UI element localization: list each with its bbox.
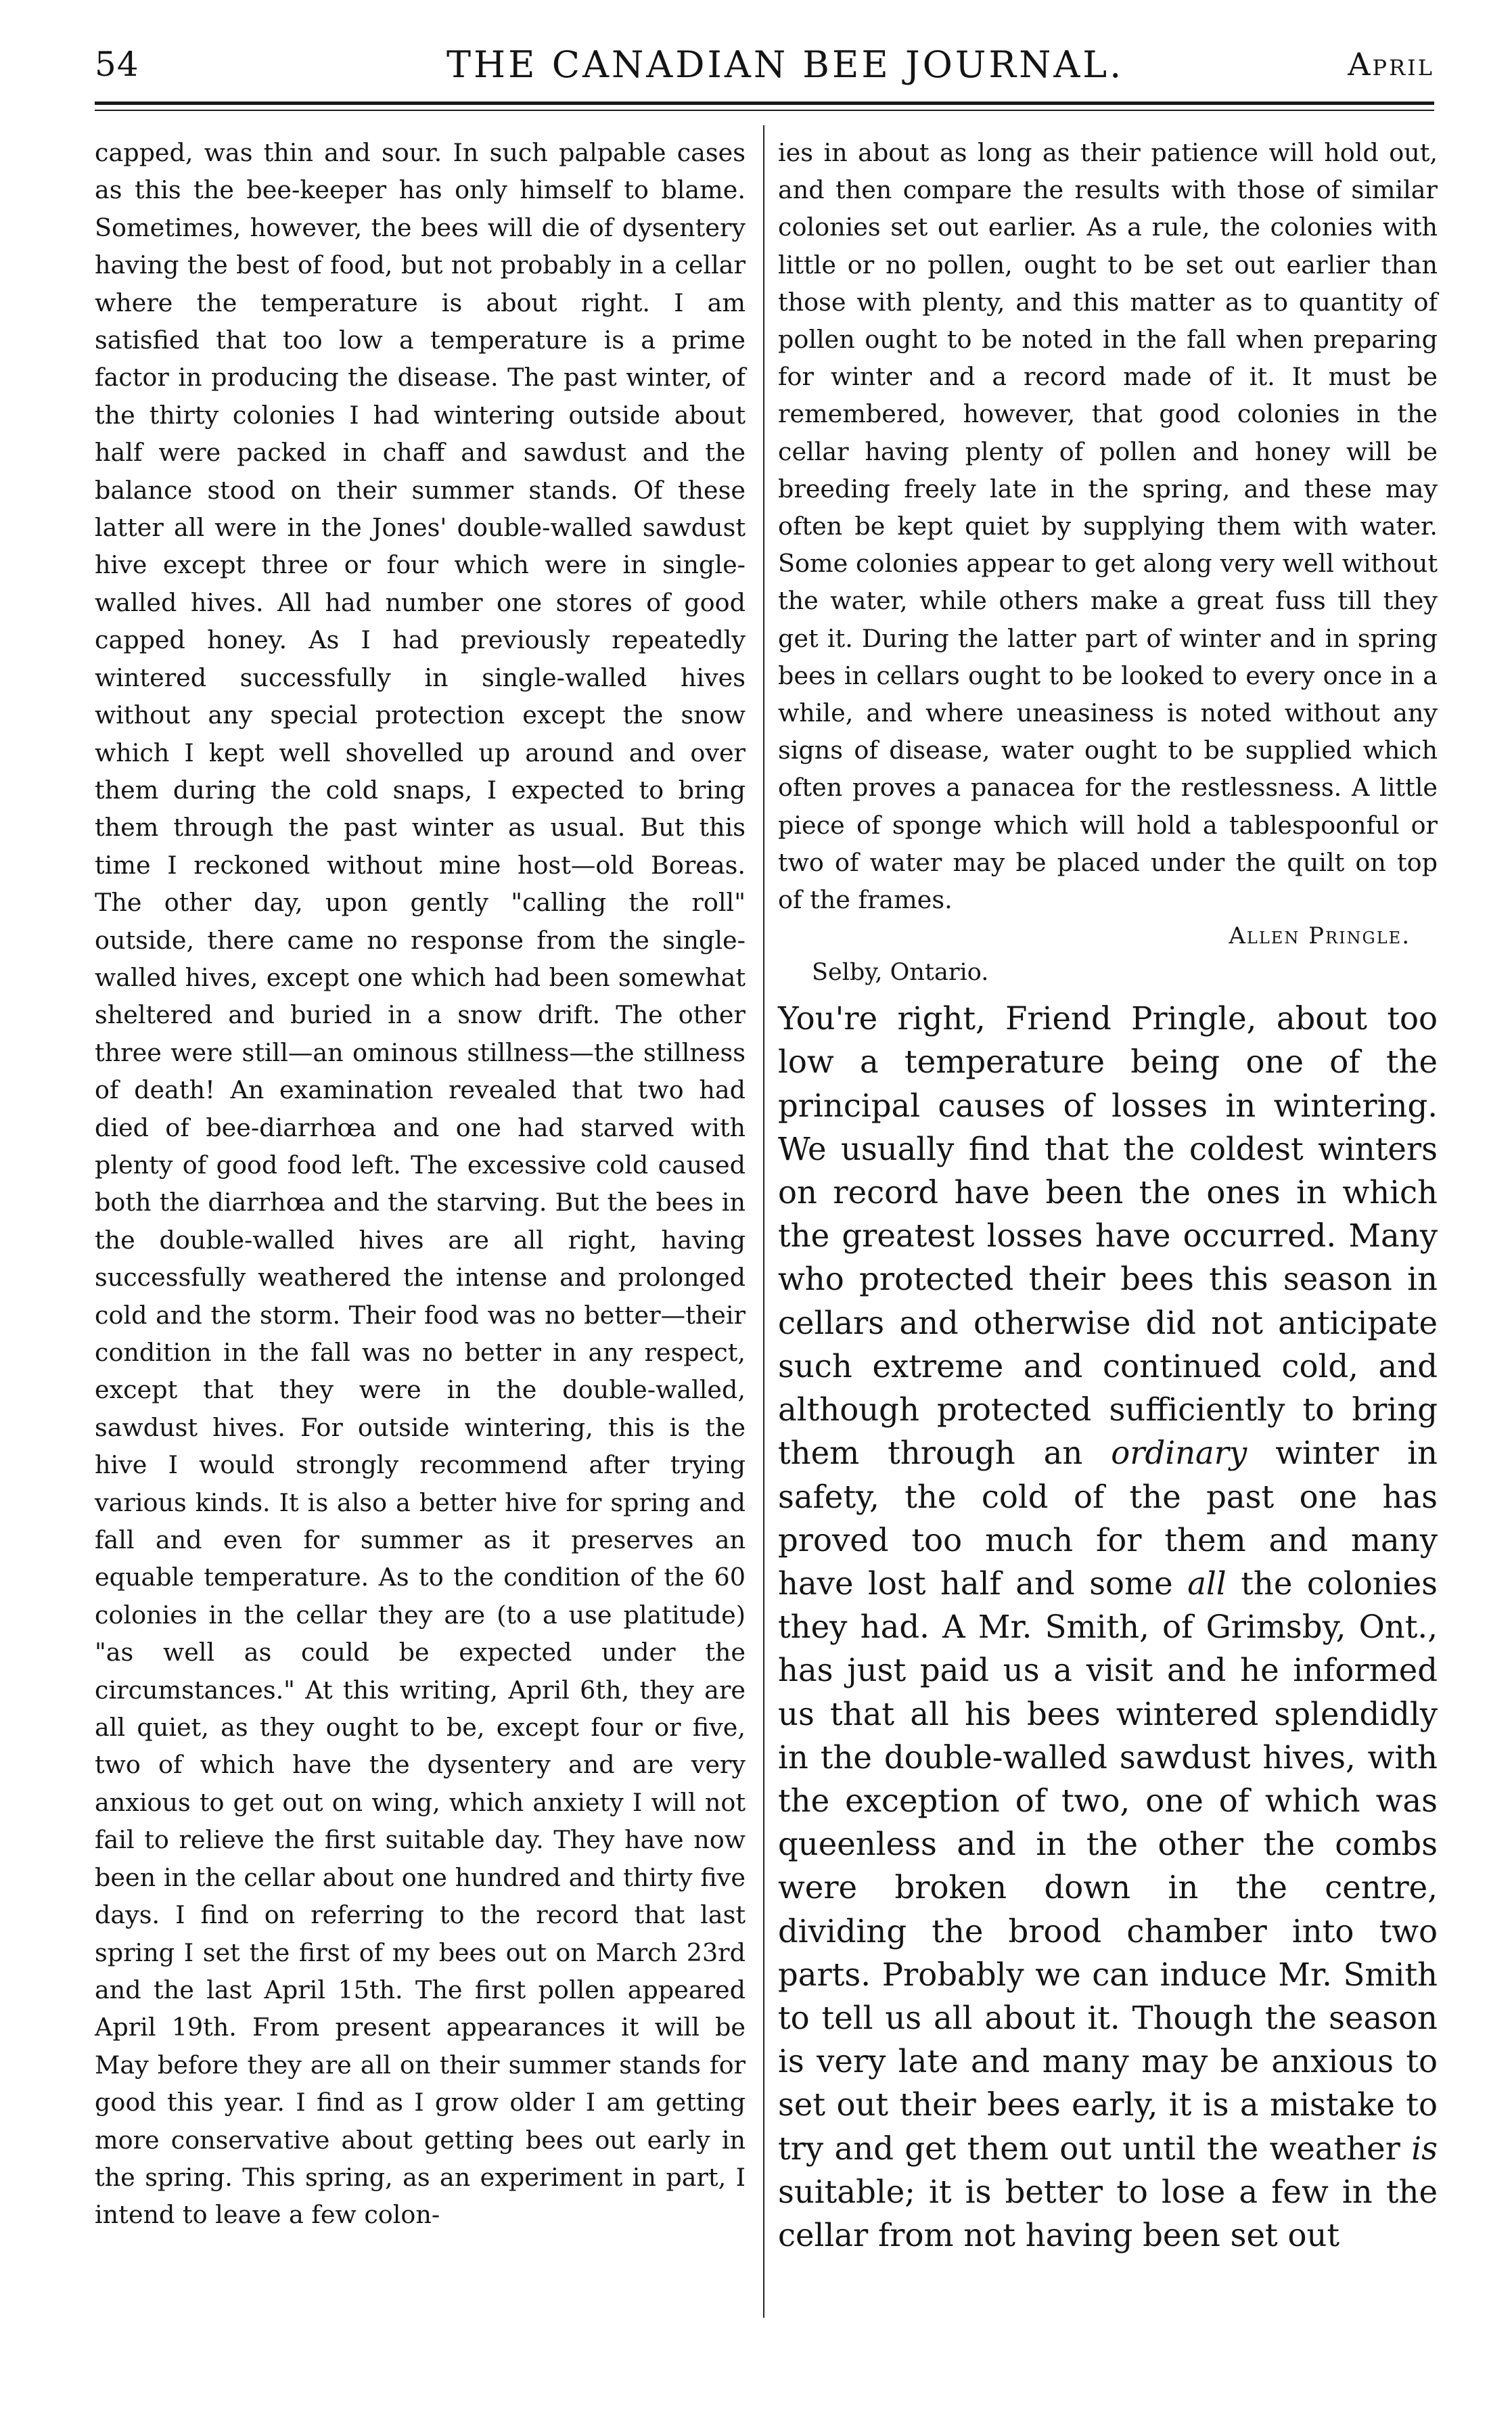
journal-title: THE CANADIAN BEE JOURNAL. xyxy=(446,43,1124,86)
editorial-text-4: suitable; it is better to lose a few in the cellar from not having been set out xyxy=(778,2173,1438,2253)
right-column xyxy=(778,134,1438,2257)
editorial-emphasis-all: all xyxy=(1187,1565,1227,1602)
editorial-text-3: the colonies they had. A Mr. Smith, of Grimsby, Ont., has just paid us a visit and he informed us that all his bees wintered splendidly in the double-walled sawdust hives, with the exception of two, one of which was queenless and in the other the combs were broken down in the centre, dividing the brood chamber into two parts. Probably we can induce Mr. Smith to tell us all about it. Though the season is very late and many may be anxious to set out their bees early, it is a mistake to try and get them out until the weather xyxy=(778,1565,1438,2167)
header-rule-thick xyxy=(95,102,1434,105)
author-signature: Allen Pringle. xyxy=(1229,922,1411,950)
page-header xyxy=(95,39,1434,93)
left-column xyxy=(95,134,746,2234)
letter-continuation-text: ies in about as long as their patience will hold out, and then compare the results with those of similar colonies set out earlier. As a rule, the colonies with little or no pollen, ought to be set out earlier than those with plenty, and this matter as to quantity of pollen ought to be noted in the fall when preparing for winter and a record made of it. It must be remembered, however, that good colonies in the cellar having plenty of pollen and honey will be breeding freely late in the spring, and these may often be kept quiet by supplying them with water. Some colonies appear to get along very well without the water, while others make a great fuss till they get it. During the latter part of winter and in spring bees in cellars ought to be looked to every once in a while, and where uneasiness is noted without any signs of disease, water ought to be supplied which often proves a panacea for the restlessness. A little piece of sponge which will hold a tablespoonful or two of water may be placed under the quilt on top of the frames. xyxy=(778,138,1438,915)
editorial-text-2: winter in safety, the cold of the past one has proved too much for them and many have lost half and some xyxy=(778,1435,1438,1602)
left-column-text: capped, was thin and sour. In such palpable cases as this the bee-keeper has only himself to blame. Sometimes, however, the bees will die of dysentery having the best of food, but not probably in a cellar where the temperature is about right. I am satisfied that too low a temperature is a prime factor in producing the disease. The past winter, of the thirty colonies I had wintering outside about half were packed in chaff and sawdust and the balance stood on their summer stands. Of these latter all were in the Jones' double-walled sawdust hive except three or four which were in single-walled hives. All had number one stores of good capped honey. As I had previously repeatedly wintered successfully in single-walled hives without any special protection except the snow which I kept well shovelled up around and over them during the cold snaps, I expected to bring them through the past winter as usual. But this time I reckoned without mine host—old Boreas. The other day, upon gently "calling the roll" outside, there came no response from the single-walled hives, except one which had been somewhat sheltered and buried in a snow drift. The other three were still—an ominous stillness—the stillness of death! An examination revealed that two had died of bee-diarrhœa and one had starved with plenty of good food left. The excessive cold caused both the diarrhœa and the starving. But the bees in the double-walled hives are all right, having successfully weathered the intense and prolonged cold and the storm. Their food was no better—their condition in the fall was no better in any respect, except that they were in the double-walled, sawdust hives. For outside wintering, this is the hive I would strongly recommend after trying various kinds. It is also a better hive for spring and fall and even for summer as it preserves an equable temperature. As to the condition of the 60 colonies in the cellar they are (to a use platitude) "as well as could be expected under the circumstances." At this writing, April 6th, they are all quiet, as they ought to be, except four or five, two of which have the dysentery and are very anxious to get out on wing, which anxiety I will not fail to relieve the first suitable day. They have now been in the cellar about one hundred and thirty five days. I find on referring to the record that last spring I set the first of my bees out on March 23rd and the last April 15th. The first pollen appeared April 19th. From present appearances it will be May before they are all on their summer stands for good this year. I find as I grow older I am getting more conservative about getting bees out early in the spring. This spring, as an experiment in part, I intend to leave a few colon- xyxy=(95,138,746,2230)
header-rule-thin xyxy=(95,110,1434,111)
editorial-emphasis-is: is xyxy=(1411,2130,1438,2167)
column-divider xyxy=(763,125,764,2318)
page-number: 54 xyxy=(95,45,139,84)
editorial-emphasis-ordinary: ordinary xyxy=(1111,1435,1247,1472)
issue-month: April xyxy=(1348,46,1434,83)
editorial-text-1: You're right, Friend Pringle, about too low a temperature being one of the principal causes of losses in wintering. We usually find that the coldest winters on record have been the ones in which the greatest losses have occurred. Many who protected their bees this season in cellars and otherwise did not anticipate such extreme and continued cold, and although protected sufficiently to bring them through an xyxy=(778,1000,1438,1472)
author-location: Selby, Ontario. xyxy=(812,959,989,987)
editorial-reply xyxy=(778,997,1438,2257)
